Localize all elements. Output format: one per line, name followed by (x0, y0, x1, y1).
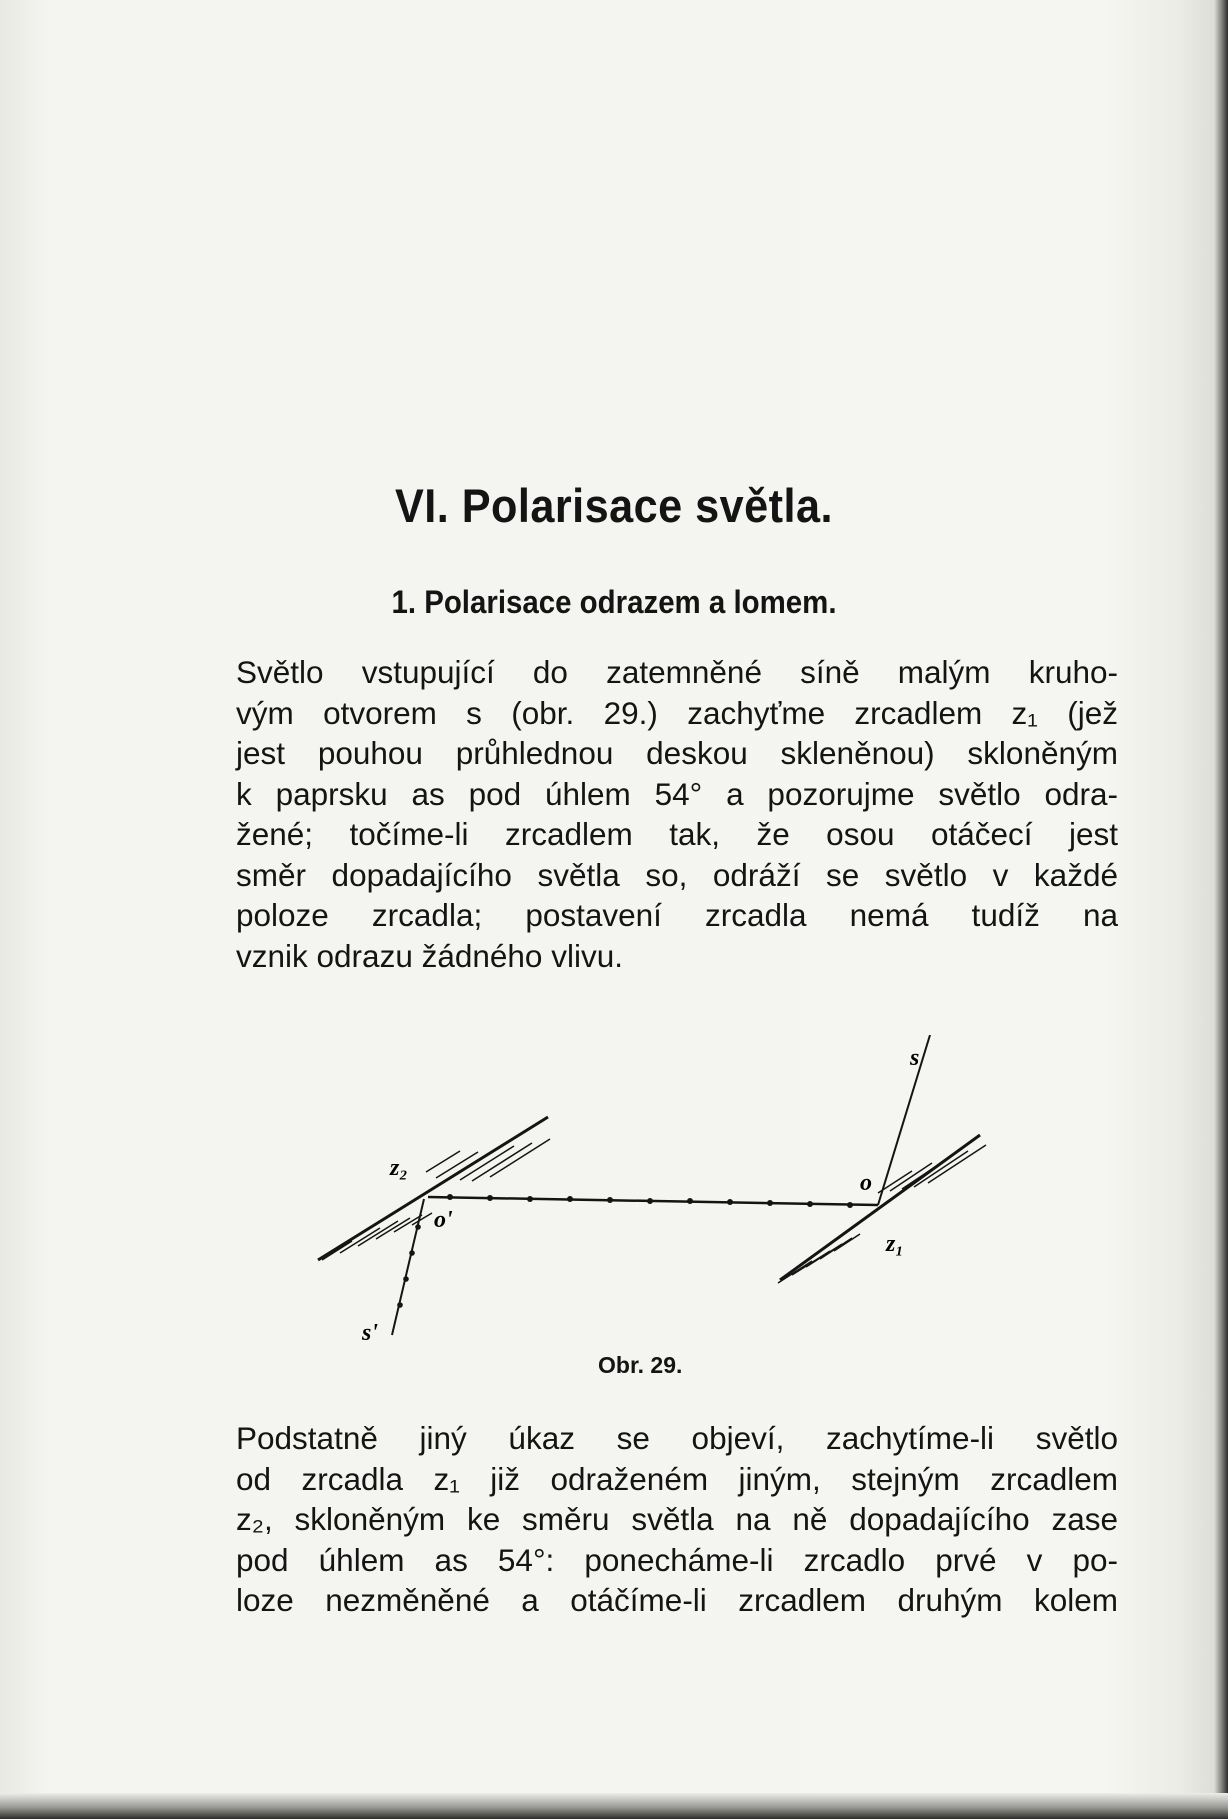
figure-caption: Obr. 29. (598, 1352, 683, 1378)
figure-29-diagram (300, 1035, 1000, 1355)
paragraph-2-line: pod úhlem as 54°: ponecháme-li zrcadlo prvé v po- (236, 1541, 1118, 1578)
paragraph-2-line: od zrcadla z₁ již odraženém jiným, stejným zrcadlem (236, 1460, 1118, 1497)
paragraph-2 (186, 1418, 1118, 1621)
paragraph-1-line: poloze zrcadla; postavení zrcadla nemá tudíž na (236, 897, 1118, 933)
mirror-z1 (778, 1135, 986, 1283)
chapter-title: VI. Polarisace světla. (394, 479, 833, 532)
paragraph-2-line: loze nezměněné a otáčíme-li zrcadlem druhým kolem (236, 1582, 1118, 1618)
label-z2: z₂ (390, 1155, 408, 1181)
reflected-ray-dots (447, 1194, 853, 1208)
paragraph-1 (186, 652, 1118, 976)
paragraph-1-line: vznik odrazu žádného vlivu. (236, 937, 623, 974)
label-s-prime: s' (362, 1320, 379, 1346)
page-edge-right (1214, 0, 1228, 1819)
page-edge-bottom (0, 1793, 1228, 1819)
label-s-top: s (910, 1045, 920, 1071)
paragraph-1-line: jest pouhou průhlednou deskou skleněnou) skloněným (236, 735, 1118, 771)
label-o-prime: o' (434, 1207, 453, 1233)
paragraph-1-line: žené; točíme-li zrcadlem tak, že osou otáčecí jest (236, 816, 1118, 852)
paragraph-2-line: z₂, skloněným ke směru světla na ně dopadajícího zase (236, 1501, 1118, 1537)
paragraph-1-line: k paprsku as pod úhlem 54° a pozorujme světlo odra- (236, 775, 1118, 812)
incident-ray (878, 1035, 930, 1205)
paragraph-1-line: Světlo vstupující do zatemněné síně malým kruho- (236, 654, 1118, 690)
paragraph-1-line: vým otvorem s (obr. 29.) zachyťme zrcadlem z₁ (jež (236, 694, 1118, 731)
paragraph-2-line: Podstatně jiný úkaz se objeví, zachytíme-li světlo (236, 1420, 1118, 1456)
paragraph-1-line: směr dopadajícího světla so, odráží se světlo v každé (236, 856, 1118, 893)
label-o: o (860, 1170, 872, 1196)
mirror-z2 (318, 1117, 550, 1260)
label-z1: z₁ (886, 1231, 904, 1257)
section-title: 1. Polarisace odrazem a lomem. (391, 584, 837, 620)
